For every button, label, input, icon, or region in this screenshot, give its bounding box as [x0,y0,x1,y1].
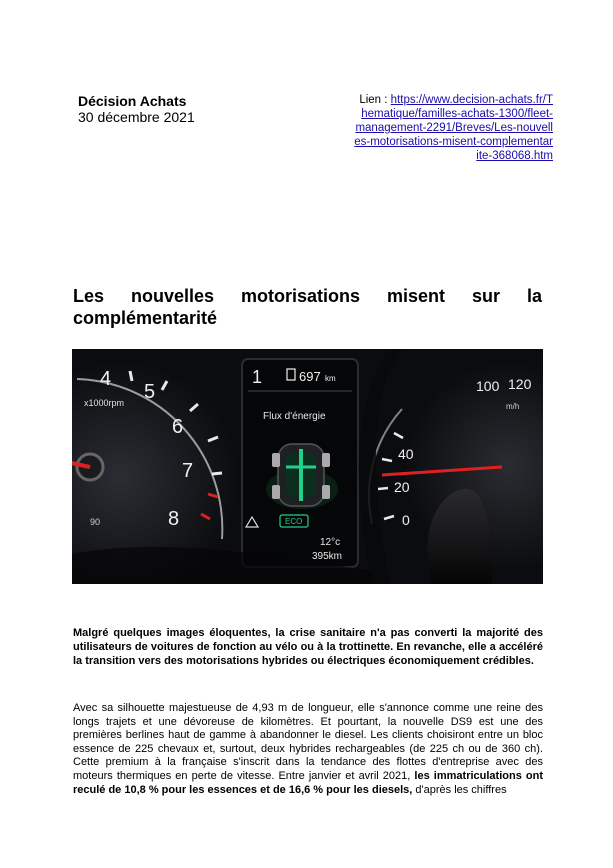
range-top-unit: km [325,374,336,383]
speed-number-100: 100 [476,378,500,394]
link-label: Lien : [359,94,391,106]
range-bottom: 395km [312,551,343,562]
tach-unit: x1000rpm [84,398,125,408]
tach-number-8: 8 [168,508,180,530]
article-chapo: Malgré quelques images éloquentes, la crise sanitaire n'a pas converti la majorité des utilisateurs de voitures de fonction au vélo ou à la trottinette. En revanche, elle a accéléré la transition vers des motorisations hybrides ou électriques économiquement crédibles. [73,627,543,667]
dashboard-photo [72,349,543,584]
gear-indicator: 1 [252,367,263,387]
source-block [78,93,195,125]
speed-number-20: 20 [394,479,410,495]
tach-small-number: 90 [90,517,101,527]
link-block [353,93,553,163]
range-top-value: 697 [299,369,321,384]
speed-number-120: 120 [508,376,532,392]
body-text-bold: les immatriculations ont reculé de 10,8 % pour les essences et de 16,6 % pour les diesels, [73,769,543,796]
publication-name: Décision Achats [78,93,187,109]
speed-unit: m/h [506,402,520,411]
article-link[interactable]: https://www.decision-achats.fr/Thematique/familles-achats-1300/fleet-management-2291/Breves/Les-nouvelles-motorisations-misent-complementarite-368068.htm [354,94,553,162]
speed-number-0: 0 [402,512,410,528]
tach-number-5: 5 [144,381,156,403]
tach-number-4: 4 [100,368,112,390]
tach-number-7: 7 [182,460,194,482]
energy-flow-title: Flux d'énergie [263,411,326,422]
article-title: Les nouvelles motorisations misent sur la complémentarité [73,286,542,328]
tach-number-6: 6 [172,416,184,438]
speed-number-40: 40 [398,446,414,462]
body-text-1: Avec sa silhouette majestueuse de 4,93 m de longueur, elle s'annonce comme une reine des longs trajets et une dévoreuse de kilomètres. Et pourtant, la nouvelle DS9 est une des premières berlines haut de gamme à abandonner le diesel. Les clients choisiront entre un bloc essence de 225 chevaux et, surtout, deux hybrides rechargeables (de 225 ch ou de 360 ch). Cette premium à la française s'inscrit dans la tendance des flottes d'entreprise avec des moteurs thermiques en perte de vitesse. Entre janvier et avril 2021, [73,702,543,782]
temperature: 12°c [320,537,341,548]
eco-label: ECO [285,517,303,526]
publication-date: 30 décembre 2021 [78,109,195,125]
body-text-2: d'après les chiffres [412,783,507,796]
article-body [73,702,543,797]
